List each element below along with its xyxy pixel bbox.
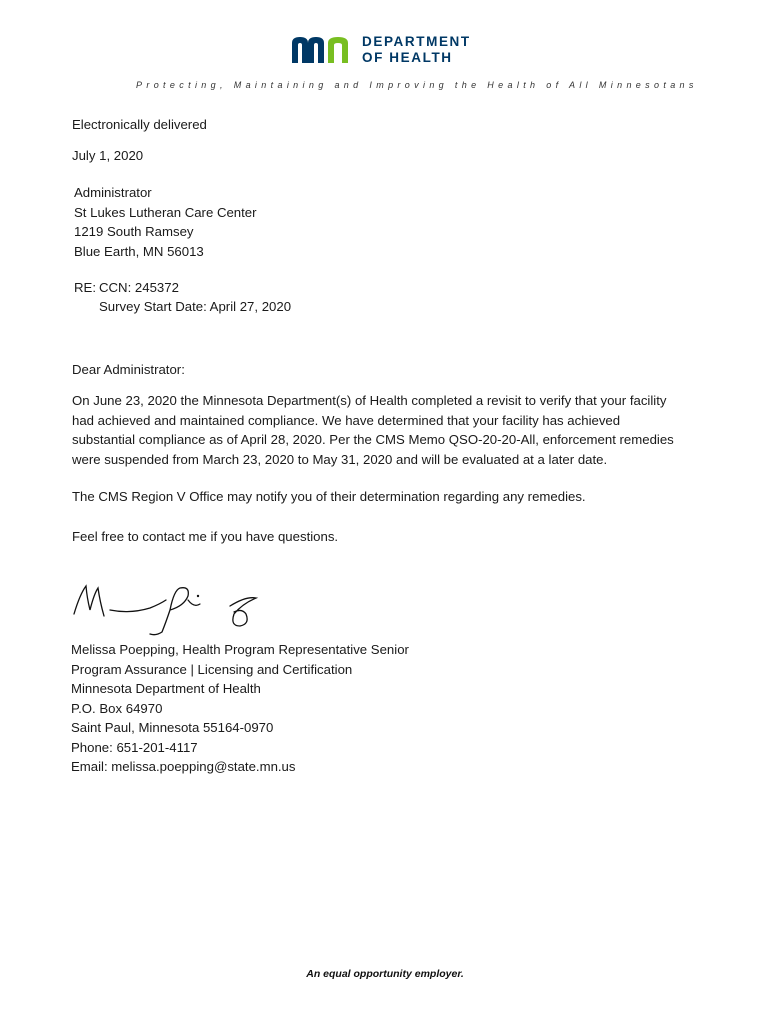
mn-logo-icon bbox=[290, 33, 356, 69]
signer-line: Phone: 651-201-4117 bbox=[71, 739, 198, 755]
recipient-line: 1219 South Ramsey bbox=[74, 224, 194, 239]
body-line: On June 23, 2020 the Minnesota Department(s) of Health completed a revisit to verify that your facility bbox=[72, 393, 667, 408]
signer-email: Email: melissa.poepping@state.mn.us bbox=[71, 759, 296, 774]
salutation: Dear Administrator: bbox=[72, 362, 185, 377]
logo-line-2: OF HEALTH bbox=[362, 50, 453, 65]
body-paragraph-2: The CMS Region V Office may notify you of their determination regarding any remedies. bbox=[72, 489, 586, 504]
recipient-line: St Lukes Lutheran Care Center bbox=[74, 204, 257, 220]
signer-line: P.O. Box 64970 bbox=[71, 700, 163, 716]
handwritten-signature-icon bbox=[70, 580, 270, 640]
re-label: RE: bbox=[74, 280, 96, 295]
body-line: were suspended from March 23, 2020 to May 31, 2020 and will be evaluated at a later date. bbox=[72, 451, 608, 467]
body-line: had achieved and maintained compliance. We have determined that your facility has achieved bbox=[72, 412, 621, 428]
logo-line-1: DEPARTMENT bbox=[362, 34, 471, 49]
signer-line: Melissa Poepping, Health Program Representative Senior bbox=[71, 642, 409, 657]
footer-text: An equal opportunity employer. bbox=[306, 968, 464, 980]
signer-line: Minnesota Department of Health bbox=[71, 681, 261, 696]
body-paragraph-3: Feel free to contact me if you have questions. bbox=[72, 529, 339, 544]
body-paragraph-1 bbox=[72, 391, 712, 469]
mdh-logo bbox=[290, 33, 490, 69]
tagline: Protecting, Maintaining and Improving the Health of All Minnesotans bbox=[136, 80, 698, 90]
signer-block bbox=[71, 640, 409, 777]
recipient-line: Blue Earth, MN 56013 bbox=[74, 243, 204, 259]
signer-line: Program Assurance | Licensing and Certification bbox=[71, 661, 353, 677]
re-ccn: CCN: 245372 bbox=[99, 280, 179, 295]
logo-wordmark bbox=[362, 34, 471, 66]
letter-date: July 1, 2020 bbox=[72, 148, 144, 163]
delivery-method: Electronically delivered bbox=[72, 117, 207, 132]
recipient-address bbox=[74, 183, 257, 261]
signer-line: Saint Paul, Minnesota 55164-0970 bbox=[71, 720, 274, 735]
re-survey-date: Survey Start Date: April 27, 2020 bbox=[99, 299, 292, 314]
recipient-line: Administrator bbox=[74, 185, 152, 200]
body-line: substantial compliance as of April 28, 2020. Per the CMS Memo QSO-20-20-All, enforcement remedies bbox=[72, 432, 674, 447]
